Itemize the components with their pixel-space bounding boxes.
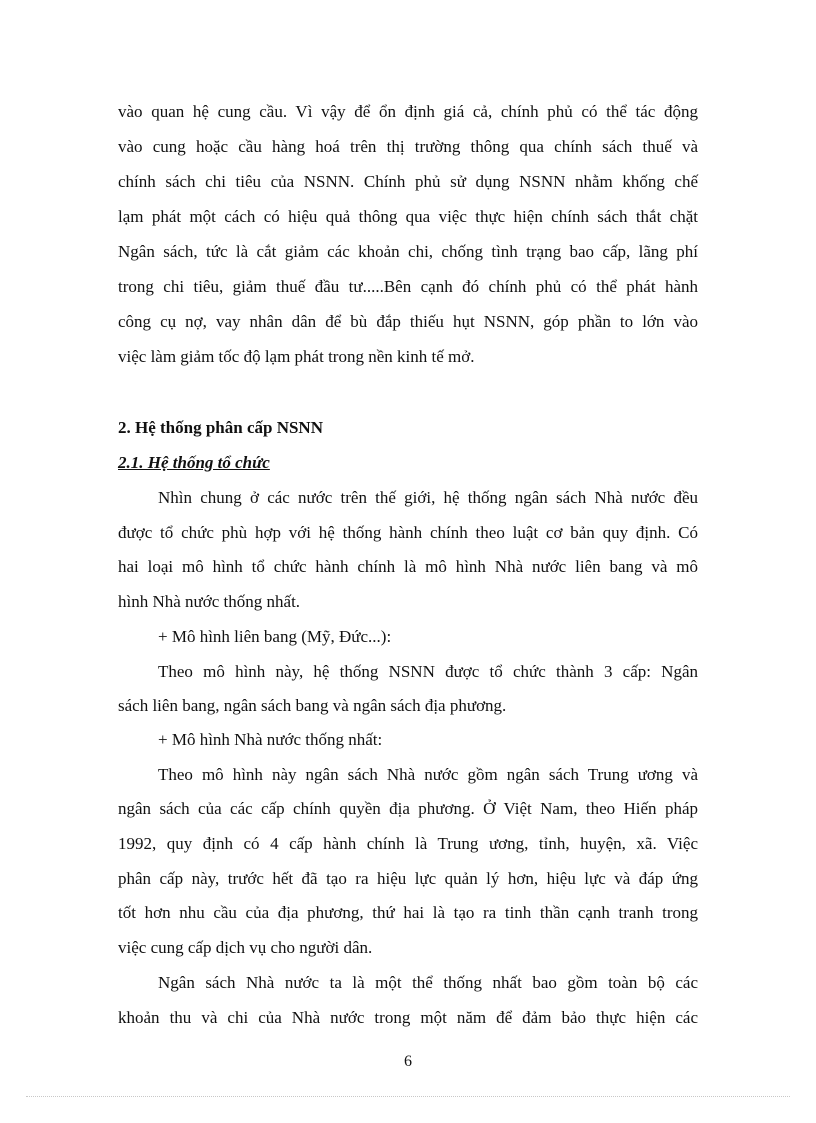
paragraph-2-line: Nhìn chung ở các nước trên thế giới, hệ thống ngân sách Nhà nước đều: [158, 488, 698, 507]
paragraph-2-line: hai loại mô hình tổ chức hành chính là mô hình Nhà nước liên bang và mô: [118, 557, 698, 576]
paragraph-1-line: việc làm giảm tốc độ lạm phát trong nền kinh tế mở.: [118, 347, 475, 366]
paragraph-1-line: trong chi tiêu, giảm thuế đầu tư.....Bên cạnh đó chính phủ có thể phát hành: [118, 277, 698, 296]
paragraph-1-line: lạm phát một cách có hiệu quả thông qua việc thực hiện chính sách thắt chặt: [118, 207, 698, 226]
paragraph-3-line: Theo mô hình này, hệ thống NSNN được tổ chức thành 3 cấp: Ngân: [158, 662, 698, 681]
paragraph-3-line: sách liên bang, ngân sách bang và ngân sách địa phương.: [118, 696, 507, 715]
paragraph-1-line: Ngân sách, tức là cắt giảm các khoản chi, chống tình trạng bao cấp, lãng phí: [118, 242, 698, 261]
paragraph-4-line: 1992, quy định có 4 cấp hành chính là Trung ương, tỉnh, huyện, xã. Việc: [118, 834, 698, 853]
paragraph-4-line: Theo mô hình này ngân sách Nhà nước gồm ngân sách Trung ương và: [158, 765, 698, 784]
section-heading: 2. Hệ thống phân cấp NSNN: [118, 418, 323, 437]
paragraph-5-line: khoản thu và chi của Nhà nước trong một năm để đảm bảo thực hiện các: [118, 1008, 698, 1027]
paragraph-1-line: chính sách chi tiêu của NSNN. Chính phủ sử dụng NSNN nhằm khống chế: [118, 172, 698, 191]
paragraph-1-line: vào quan hệ cung cầu. Vì vậy để ổn định giá cả, chính phủ có thể tác động: [118, 102, 698, 121]
unitary-model-label: + Mô hình Nhà nước thống nhất:: [158, 730, 383, 749]
paragraph-4-line: ngân sách của các cấp chính quyền địa phương. Ở Việt Nam, theo Hiến pháp: [118, 799, 698, 818]
footer-divider: [26, 1096, 790, 1097]
paragraph-2-line: hình Nhà nước thống nhất.: [118, 592, 301, 611]
paragraph-4-line: tốt hơn nhu cầu của địa phương, thứ hai là tạo ra tinh thần cạnh tranh trong: [118, 903, 698, 922]
subsection-heading: 2.1. Hệ thống tổ chức: [118, 453, 270, 472]
paragraph-1-line: vào cung hoặc cầu hàng hoá trên thị trường thông qua chính sách thuế và: [118, 137, 698, 156]
paragraph-2-line: được tổ chức phù hợp với hệ thống hành chính theo luật cơ bản quy định. Có: [118, 523, 698, 542]
page-number: 6: [404, 1053, 412, 1070]
paragraph-4-line: việc cung cấp dịch vụ cho người dân.: [118, 938, 373, 957]
paragraph-5-line: Ngân sách Nhà nước ta là một thể thống nhất bao gồm toàn bộ các: [158, 973, 698, 992]
federal-model-label: + Mô hình liên bang (Mỹ, Đức...):: [158, 627, 392, 646]
paragraph-1-line: công cụ nợ, vay nhân dân để bù đắp thiếu hụt NSNN, góp phần to lớn vào: [118, 312, 698, 331]
paragraph-4-line: phân cấp này, trước hết đã tạo ra hiệu lực quản lý hơn, hiệu lực và đáp ứng: [118, 869, 698, 888]
